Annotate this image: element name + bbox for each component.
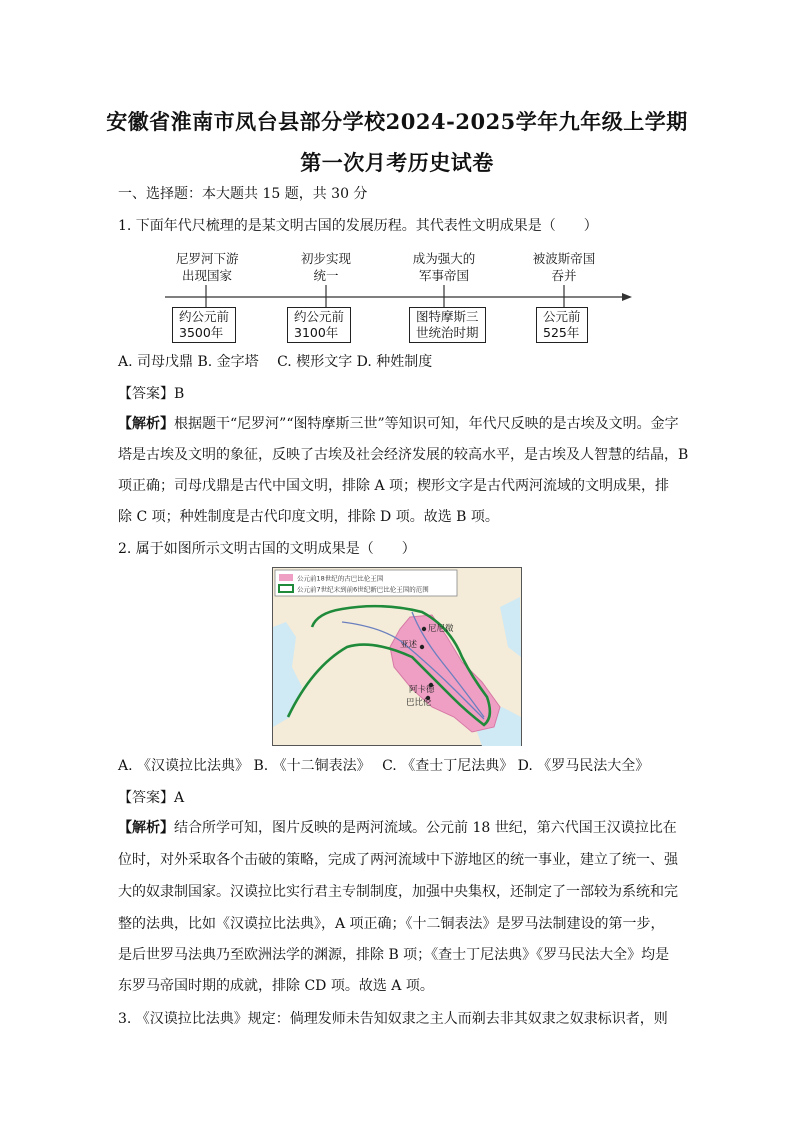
q1-analysis-line-4: 除 C 项；种姓制度是古代印度文明，排除 D 项。故选 B 项。 bbox=[118, 509, 499, 525]
map-label-nineveh: 尼尼微 bbox=[428, 624, 454, 634]
section-heading: 一、选择题：本大题共 15 题，共 30 分 bbox=[118, 186, 368, 202]
timeline-time-1-line1: 约公元前 bbox=[179, 309, 230, 324]
timeline-event-3 bbox=[404, 250, 484, 284]
timeline-event-1 bbox=[176, 250, 238, 284]
timeline-event-1-line2: 出现国家 bbox=[181, 268, 232, 283]
timeline-time-1-line2: 3500年 bbox=[179, 325, 224, 340]
timeline-event-2-line1: 初步实现 bbox=[300, 251, 351, 266]
map-legend-swatch-1 bbox=[279, 574, 293, 581]
map-label-akkad: 阿卡德 bbox=[409, 685, 435, 695]
timeline-time-3-line1: 图特摩斯三 bbox=[416, 309, 479, 324]
q2-analysis-line-1 bbox=[118, 818, 680, 838]
timeline-event-4-line1: 被波斯帝国 bbox=[532, 251, 596, 266]
timeline-time-2-line2: 3100年 bbox=[294, 325, 339, 340]
q1-analysis-line-1 bbox=[118, 414, 680, 434]
timeline-time-3 bbox=[409, 307, 486, 343]
q1-timeline bbox=[160, 245, 640, 343]
timeline-event-4 bbox=[524, 250, 604, 284]
timeline-event-3-line1: 成为强大的 bbox=[412, 251, 476, 266]
timeline-time-3-line2: 世统治时期 bbox=[416, 325, 479, 340]
q1-stem: 1. 下面年代尺梳理的是某文明古国的发展历程。其代表性文明成果是（ ） bbox=[118, 218, 598, 234]
exam-title-line2: 第一次月考历史试卷 bbox=[300, 150, 494, 175]
timeline-time-2-line1: 约公元前 bbox=[294, 309, 345, 324]
timeline-event-4-line2: 吞并 bbox=[551, 268, 577, 283]
q1-answer: 【答案】B bbox=[118, 386, 185, 402]
q3-stem: 3. 《汉谟拉比法典》规定：倘理发师未告知奴隶之主人而剃去非其奴隶之奴隶标识者，则 bbox=[118, 1011, 668, 1027]
timeline-event-2 bbox=[294, 250, 358, 284]
q1-options: A. 司母戊鼎 B. 金字塔 C. 楔形文字 D. 种姓制度 bbox=[118, 354, 433, 370]
map-figure bbox=[272, 567, 522, 746]
q2-options: A. 《汉谟拉比法典》 B. 《十二铜表法》 C. 《查士丁尼法典》 D. 《罗马民法大全》 bbox=[118, 758, 650, 774]
map-label-assur: 亚述 bbox=[400, 640, 418, 650]
q2-analysis-line-2: 位时，对外采取各个击破的策略，完成了两河流域中下游地区的统一事业，建立了统一、强 bbox=[118, 852, 678, 868]
q1-analysis-line-2: 塔是古埃及文明的象征，反映了古埃及社会经济发展的较高水平，是古埃及人智慧的结晶，B bbox=[118, 447, 689, 463]
q2-analysis-line-5: 是后世罗马法典乃至欧洲法学的渊源，排除 B 项；《查士丁尼法典》《罗马民法大全》均是 bbox=[118, 947, 670, 963]
q2-map bbox=[272, 567, 522, 746]
map-legend-1: 公元前18世纪的古巴比伦王国 bbox=[297, 574, 384, 583]
q2-analysis-line-3: 大的奴隶制国家。汉谟拉比实行君主专制制度，加强中央集权，还制定了一部较为系统和完 bbox=[118, 884, 678, 900]
timeline-time-2 bbox=[287, 307, 351, 343]
q2-analysis-text-1: 结合所学可知，图片反映的是两河流域。公元前 18 世纪，第六代国王汉谟拉比在 bbox=[174, 820, 677, 836]
q2-analysis-line-4: 整的法典，比如《汉谟拉比法典》，A 项正确；《十二铜表法》是罗马法制建设的第一步， bbox=[118, 916, 665, 932]
timeline-time-1 bbox=[172, 307, 236, 343]
map-city-nineveh-marker bbox=[422, 627, 426, 631]
q1-analysis-label: 【解析】 bbox=[118, 416, 174, 432]
q2-analysis-line-6: 东罗马帝国时期的成就，排除 CD 项。故选 A 项。 bbox=[118, 978, 434, 994]
timeline-time-4-line2: 525年 bbox=[543, 325, 580, 340]
q2-analysis-label: 【解析】 bbox=[118, 820, 174, 836]
q2-answer: 【答案】A bbox=[118, 790, 185, 806]
map-legend-2: 公元前7世纪末到前6世纪新巴比伦王国的范围 bbox=[297, 585, 429, 594]
q2-stem: 2. 属于如图所示文明古国的文明成果是（ ） bbox=[118, 541, 416, 557]
q1-analysis-line-3: 项正确；司母戊鼎是古代中国文明，排除 A 项；楔形文字是古代两河流域的文明成果，排 bbox=[118, 478, 670, 494]
timeline-time-4 bbox=[536, 307, 588, 343]
timeline-event-3-line2: 军事帝国 bbox=[418, 268, 469, 283]
exam-title-line1: 安徽省淮南市凤台县部分学校2024-2025学年九年级上学期 bbox=[106, 109, 688, 134]
timeline-event-2-line2: 统一 bbox=[313, 268, 339, 283]
timeline-time-4-line1: 公元前 bbox=[543, 309, 581, 324]
map-label-babylon: 巴比伦 bbox=[406, 698, 432, 708]
map-city-assur-marker bbox=[420, 645, 424, 649]
q1-analysis-text-1: 根据题干“尼罗河”“图特摩斯三世”等知识可知，年代尺反映的是古埃及文明。金字 bbox=[174, 416, 679, 432]
timeline-event-1-line1: 尼罗河下游 bbox=[176, 251, 239, 266]
